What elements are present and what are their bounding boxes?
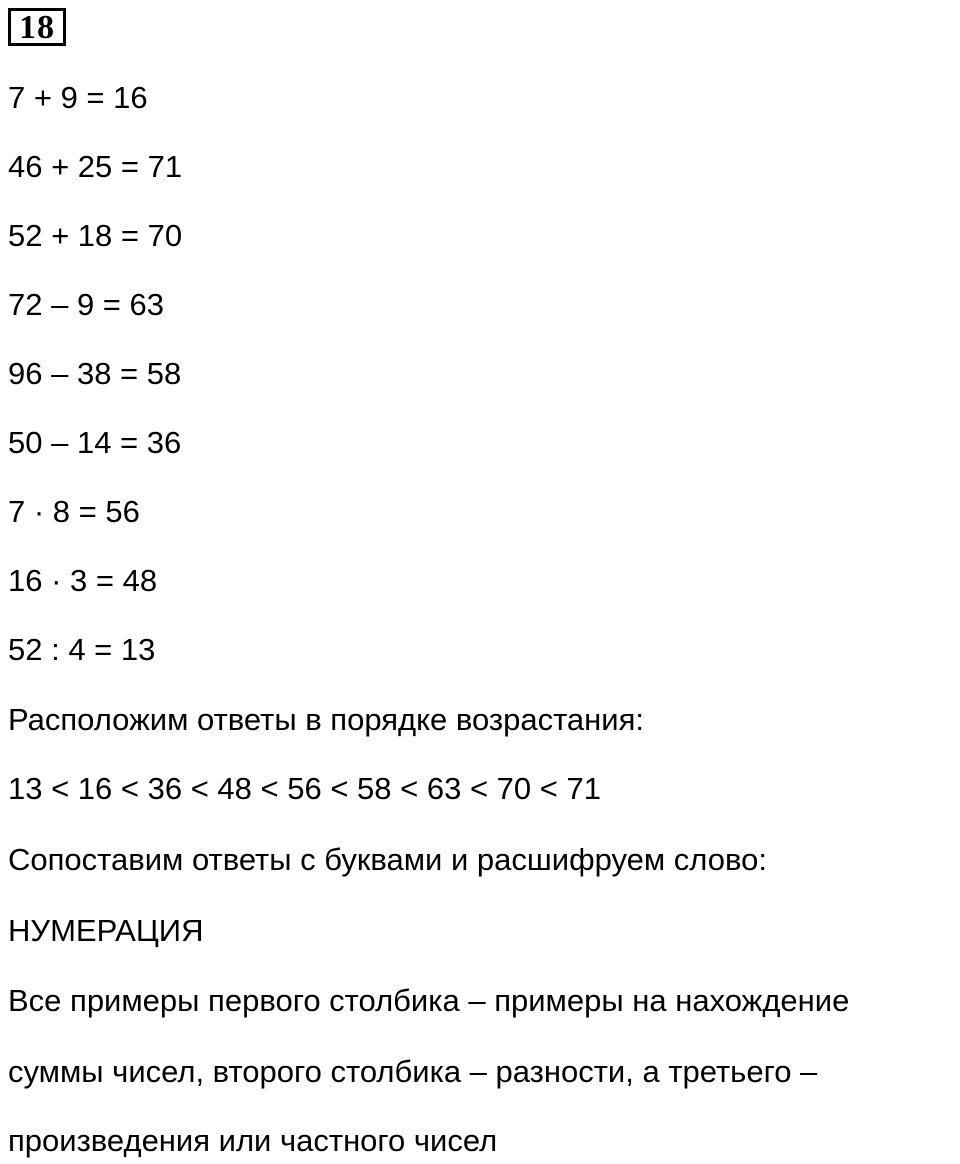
decode-intro-text: Сопоставим ответы с буквами и расшифруем слово: <box>8 842 767 877</box>
equation-line: 46 + 25 = 71 <box>8 149 183 184</box>
conclusion-line: Все примеры первого столбика – примеры на нахождение <box>8 983 850 1018</box>
equation-line: 7 · 8 = 56 <box>8 494 140 529</box>
equation-line: 52 : 4 = 13 <box>8 632 156 667</box>
conclusion-line: произведения или частного чисел <box>8 1123 498 1158</box>
equation-line: 50 – 14 = 36 <box>8 425 182 460</box>
task-number-box: 18 <box>8 8 66 46</box>
decoded-word-text: НУМЕРАЦИЯ <box>8 913 204 948</box>
ordered-answers-text: 13 < 16 < 36 < 48 < 56 < 58 < 63 < 70 < 71 <box>8 771 601 806</box>
order-intro-text: Расположим ответы в порядке возрастания: <box>8 702 644 737</box>
equation-line: 7 + 9 = 16 <box>8 80 148 115</box>
equation-line: 96 – 38 = 58 <box>8 356 182 391</box>
equation-line: 16 · 3 = 48 <box>8 563 158 598</box>
conclusion-line: суммы чисел, второго столбика – разности, а третьего – <box>8 1054 818 1089</box>
equation-line: 72 – 9 = 63 <box>8 287 164 322</box>
equation-line: 52 + 18 = 70 <box>8 218 183 253</box>
